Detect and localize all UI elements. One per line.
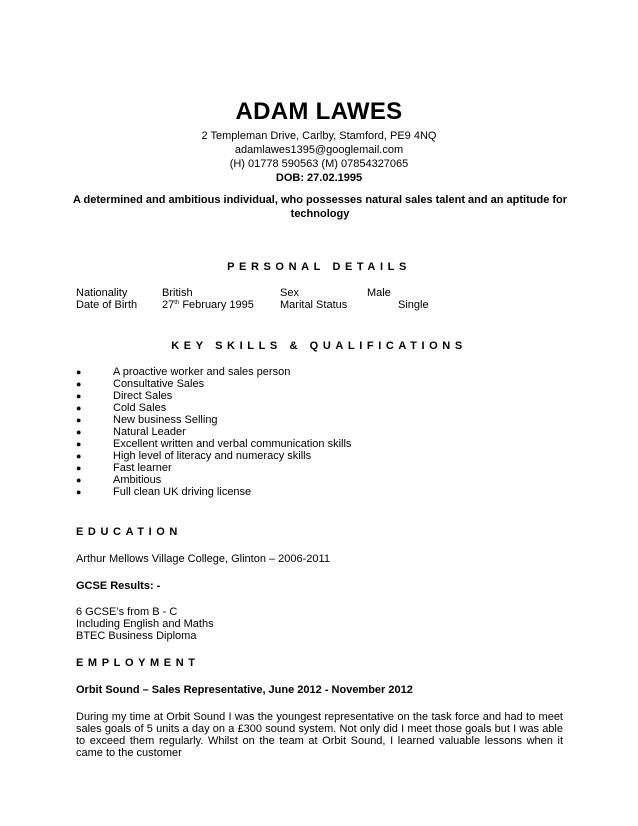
bullet-icon: ●: [76, 427, 82, 437]
skill-item: Cold Sales: [113, 402, 167, 414]
bullet-icon: ●: [76, 391, 82, 401]
marital-status-value: Single: [398, 299, 429, 311]
dob-label: Date of Birth: [76, 299, 138, 311]
candidate-name: ADAM LAWES: [235, 98, 403, 125]
result-line: Including English and Maths: [76, 618, 214, 630]
gcse-heading: GCSE Results: -: [76, 580, 161, 592]
education-heading: EDUCATION: [76, 526, 182, 538]
sex-value: Male: [367, 287, 391, 299]
nationality-value: British: [162, 287, 193, 299]
bullet-icon: ●: [76, 451, 82, 461]
result-line: BTEC Business Diploma: [76, 630, 197, 642]
skill-item: Consultative Sales: [113, 378, 205, 390]
email: adamlawes1395@googlemail.com: [234, 144, 404, 156]
skill-item: Natural Leader: [113, 426, 186, 438]
bullet-icon: ●: [76, 379, 82, 389]
date-of-birth-line: DOB: 27.02.1995: [275, 172, 363, 184]
phone-numbers: (H) 01778 590563 (M) 07854327065: [229, 158, 409, 170]
skill-item: Direct Sales: [113, 390, 173, 402]
sex-label: Sex: [280, 287, 299, 299]
personal-details-heading: PERSONAL DETAILS: [227, 261, 411, 273]
dob-month-year: February 1995: [179, 299, 254, 311]
employment-heading: EMPLOYMENT: [76, 657, 200, 669]
job-description: During my time at Orbit Sound I was the youngest representative on the task force and had to meet sales goals of 5 units a day on a £300 sound system. Not only did I meet those goals but I was able to exceed them regularly. Whilst on the team at Orbit Sound, I learned valuable lessons when it came to the customer: [76, 711, 563, 759]
dob-value: [162, 299, 254, 311]
skill-item: High level of literacy and numeracy skills: [113, 450, 312, 462]
skill-item: Full clean UK driving license: [113, 486, 252, 498]
skill-item: Fast learner: [113, 462, 172, 474]
bullet-icon: ●: [76, 463, 82, 473]
bullet-icon: ●: [76, 487, 82, 497]
nationality-label: Nationality: [76, 287, 128, 299]
result-line: 6 GCSE’s from B - C: [76, 606, 178, 618]
bullet-icon: ●: [76, 403, 82, 413]
dob-suffix: th: [174, 300, 180, 306]
bullet-icon: ●: [76, 367, 82, 377]
bullet-icon: ●: [76, 415, 82, 425]
dob-day: 27: [162, 299, 175, 311]
personal-statement: A determined and ambitious individual, who possesses natural sales talent and an aptitude for technology: [72, 194, 568, 220]
job-title: Orbit Sound – Sales Representative, June 2012 - November 2012: [76, 684, 413, 696]
bullet-icon: ●: [76, 439, 82, 449]
skill-item: Excellent written and verbal communication skills: [113, 438, 352, 450]
marital-status-label: Marital Status: [280, 299, 348, 311]
skill-item: A proactive worker and sales person: [113, 366, 291, 378]
key-skills-heading: KEY SKILLS & QUALIFICATIONS: [171, 340, 467, 352]
address: 2 Templeman Drive, Carlby, Stamford, PE9 4NQ: [201, 130, 437, 142]
school-line: Arthur Mellows Village College, Glinton – 2006-2011: [76, 553, 330, 565]
skill-item: New business Selling: [113, 414, 218, 426]
skill-item: Ambitious: [113, 474, 162, 486]
bullet-icon: ●: [76, 475, 82, 485]
